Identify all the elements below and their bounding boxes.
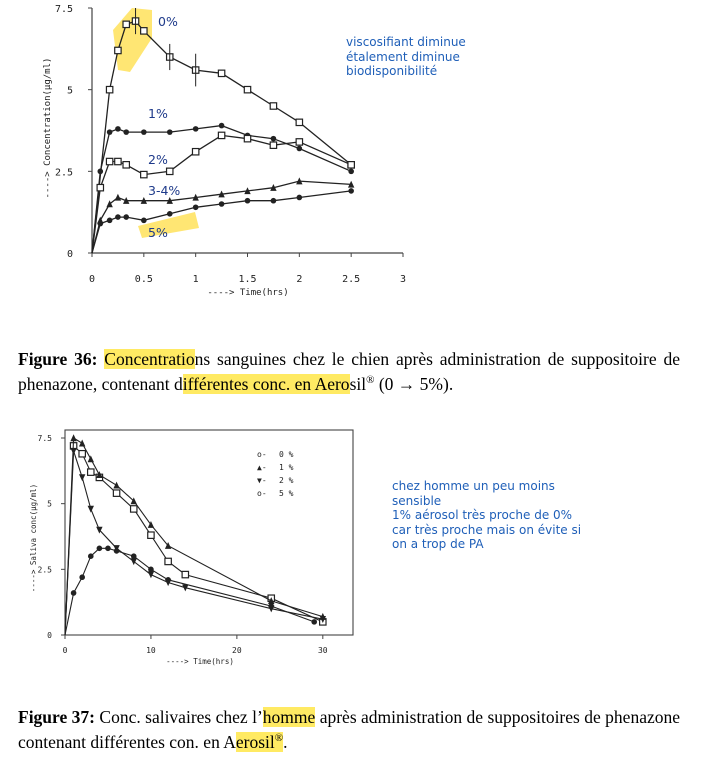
data-point — [270, 103, 276, 109]
data-point — [141, 28, 147, 34]
data-point — [297, 195, 303, 201]
x-tick-label: 20 — [232, 646, 242, 655]
data-point — [271, 136, 277, 142]
data-point — [244, 135, 250, 141]
data-point — [218, 70, 224, 76]
annotation-note-1 — [346, 35, 466, 79]
x-tick-label: 3 — [399, 274, 407, 285]
x-tick-label: 1 — [192, 274, 199, 285]
highlighted-text — [236, 732, 283, 752]
data-point — [192, 149, 198, 155]
annotation-line: on a trop de PA — [392, 537, 484, 551]
annotation-line: biodisponibilité — [346, 64, 438, 78]
series-label: 2% — [148, 152, 168, 167]
caption-text: erosil — [235, 731, 275, 752]
data-point — [165, 558, 171, 564]
data-point — [115, 158, 121, 164]
caption-text: (0 → 5%). — [374, 373, 454, 394]
data-point — [106, 86, 112, 92]
data-point — [148, 532, 154, 538]
registered-mark: ® — [366, 374, 375, 386]
chart-legend — [257, 450, 294, 498]
data-point — [97, 184, 103, 190]
x-tick-label: 10 — [146, 646, 156, 655]
data-point — [218, 132, 224, 138]
y-tick-label: 2.5 — [37, 565, 52, 575]
annotation-line: car très proche mais on évite si — [392, 522, 582, 537]
legend-label: 0 % — [279, 450, 294, 459]
data-point — [219, 123, 225, 129]
caption-text: Conc. salivaires chez l’ — [95, 707, 263, 727]
figure-36-caption — [18, 349, 680, 395]
legend-marker: ▲- — [257, 463, 267, 472]
data-point — [297, 146, 303, 152]
data-point — [193, 126, 199, 132]
series-label: 5% — [148, 225, 168, 240]
data-point — [219, 201, 225, 207]
data-point — [148, 567, 154, 573]
series-label: 1% — [148, 106, 168, 121]
data-point — [79, 574, 85, 580]
x-tick-label: 1.5 — [238, 274, 257, 285]
highlighted-text: ifférentes conc. en Aero — [182, 373, 350, 394]
legend-label: 2 % — [279, 476, 294, 485]
data-point — [70, 448, 76, 455]
data-point — [123, 21, 129, 27]
caption-text: ns sanguines chez le chien après administration de suppositoire de phenazone, contenant d — [18, 349, 680, 394]
registered-mark: ® — [274, 732, 284, 744]
annotation-line: 1% aérosol très proche de 0% — [392, 508, 573, 522]
plot-frame — [65, 430, 353, 635]
data-point — [123, 214, 129, 220]
y-axis-title: ----> Saliva conc(µg/ml) — [29, 483, 38, 593]
data-point — [88, 469, 94, 475]
annotation-note-2 — [392, 479, 581, 552]
y-tick-label: 2.5 — [54, 167, 73, 179]
y-tick-label: 5 — [47, 499, 52, 509]
data-point — [115, 126, 121, 132]
x-axis-title: ----> Time(hrs) — [166, 657, 234, 666]
annotation-line: viscosifiant diminue — [346, 35, 466, 49]
highlighted-text: Concentratio — [104, 349, 195, 369]
y-axis-title: ----> Concentration(µg/ml) — [43, 57, 53, 199]
data-point — [244, 86, 250, 92]
chart-axes — [61, 430, 353, 639]
series-line-1 — [92, 126, 351, 253]
data-point — [113, 490, 119, 496]
data-point — [141, 218, 147, 224]
data-point — [268, 603, 274, 609]
caption-text: après administration de suppositoires de phenazone contenant différentes con. en A — [18, 707, 680, 752]
series-line-3 — [65, 548, 314, 635]
y-tick-label: 7.5 — [54, 4, 73, 15]
data-point — [167, 129, 173, 135]
x-tick-label: 2.5 — [342, 274, 361, 285]
data-point — [311, 619, 317, 625]
data-point — [105, 546, 111, 552]
data-point — [88, 506, 94, 513]
data-point — [245, 198, 251, 204]
legend-marker: o- — [257, 489, 267, 498]
data-point — [113, 482, 119, 489]
x-tick-label: 0 — [62, 646, 68, 655]
data-point — [114, 548, 120, 554]
x-tick-label: 30 — [317, 646, 328, 655]
data-point — [97, 221, 103, 227]
data-point — [115, 47, 121, 53]
annotation-line: chez homme un peu moins — [392, 479, 555, 493]
data-point — [193, 204, 199, 210]
data-point — [296, 139, 302, 145]
data-point — [106, 158, 112, 164]
legend-marker: o- — [257, 450, 267, 459]
x-tick-label: 0 — [88, 274, 96, 285]
data-point — [88, 553, 94, 559]
data-point — [148, 571, 154, 578]
data-point — [71, 590, 77, 596]
data-point — [348, 188, 354, 194]
data-point — [88, 455, 94, 462]
caption-text: . — [283, 731, 288, 752]
data-point — [123, 162, 129, 168]
x-axis-title: ----> Time(hrs) — [207, 288, 289, 298]
y-tick-label: 5 — [66, 85, 73, 97]
data-point — [131, 553, 137, 559]
data-point — [97, 169, 103, 175]
x-tick-label: 2 — [296, 274, 303, 285]
data-point — [79, 474, 85, 481]
data-point — [348, 162, 354, 168]
series-label: 3-4% — [148, 183, 181, 198]
data-point — [270, 142, 276, 148]
data-point — [123, 129, 129, 135]
y-tick-label: 0 — [66, 249, 73, 260]
data-point — [167, 211, 173, 217]
figure-37-caption — [18, 707, 680, 753]
caption-text: sil — [349, 373, 367, 394]
data-point — [97, 546, 103, 552]
data-point — [79, 451, 85, 457]
data-point — [165, 577, 171, 583]
annotation-line: sensible — [392, 493, 442, 508]
data-point — [115, 214, 121, 220]
data-point — [115, 194, 121, 201]
figure-label: Figure 36: — [18, 349, 98, 369]
figure-37-chart — [0, 420, 714, 680]
data-point — [141, 171, 147, 177]
legend-label: 5 % — [279, 489, 294, 498]
data-point — [106, 200, 112, 207]
y-tick-label: 7.5 — [37, 434, 52, 443]
data-point — [107, 129, 113, 135]
legend-label: 1 % — [279, 463, 294, 472]
annotation-line: étalement diminue — [346, 49, 460, 64]
y-tick-label: 0 — [47, 631, 52, 640]
legend-marker: ▼- — [257, 476, 267, 485]
series-labels — [148, 14, 180, 240]
data-point — [131, 558, 137, 565]
data-point — [131, 506, 137, 512]
x-tick-label: 0.5 — [134, 274, 153, 285]
data-point — [141, 129, 147, 135]
figure-label: Figure 37: — [18, 707, 95, 727]
data-point — [79, 440, 85, 447]
series-label: 0% — [158, 14, 178, 29]
data-point — [348, 169, 354, 175]
series-line-0 — [65, 446, 323, 635]
data-point — [167, 168, 173, 174]
data-point — [271, 198, 277, 204]
data-point — [296, 119, 302, 125]
data-point — [107, 218, 113, 224]
data-point — [182, 571, 188, 577]
highlighted-text: homme — [262, 707, 316, 727]
data-point — [70, 434, 76, 441]
